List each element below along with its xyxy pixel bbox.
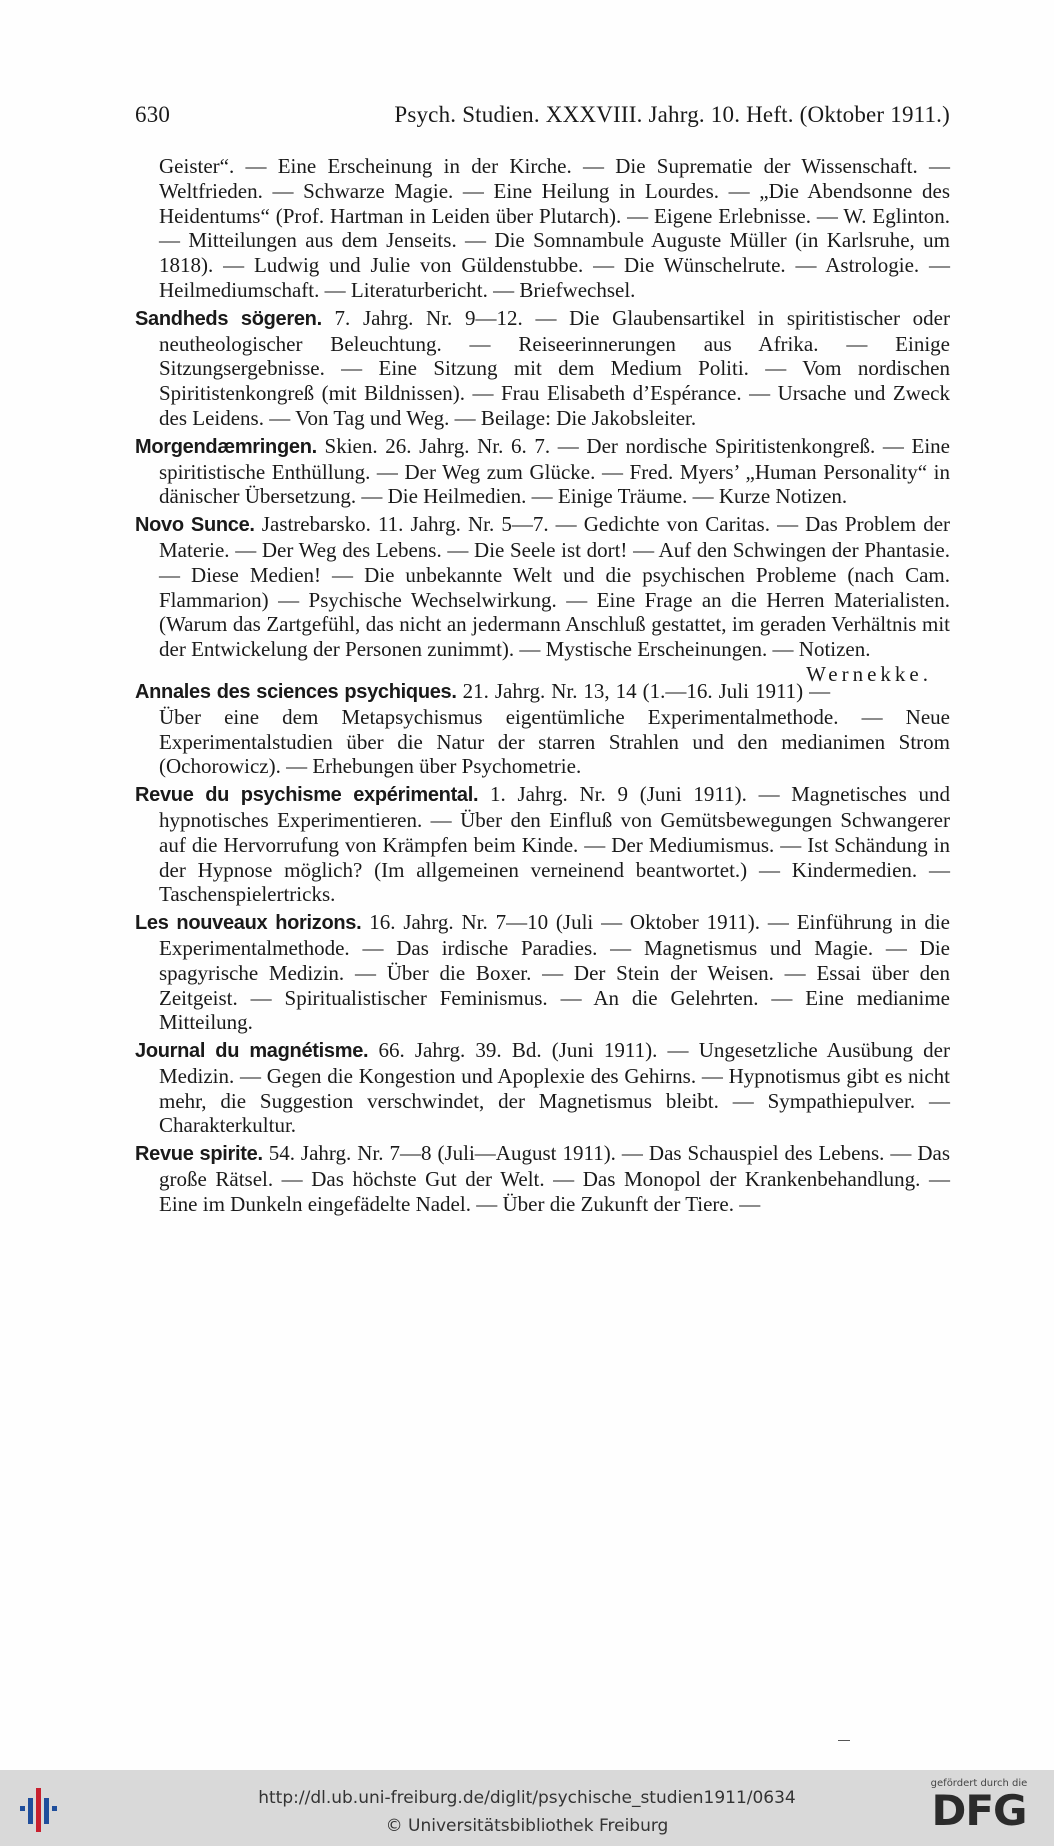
journal-title: Revue spirite. (135, 1143, 263, 1166)
dfg-logo (914, 1778, 1044, 1833)
journal-entry (135, 1141, 950, 1216)
funding-note: gefördert durch die (930, 1778, 1028, 1789)
journal-entry (135, 782, 950, 907)
journal-entry (135, 434, 950, 509)
entry-text: 7. Jahrg. Nr. 9—12. — Die Glaubensartikel in spiritistischer oder neutheologischer Beleuchtung. — Reiseerinnerungen aus Afrika. — Einige Sitzungsergebnisse. — Eine Sitzung mit dem Medium Politi. — Vom nordischen Spiritistenkongreß (mit Bildnissen). — Frau Elisabeth d’Espérance. — Ursache und Zweck des Leidens. — Von Tag und Weg. — Beilage: Die Jakobsleiter. (159, 305, 950, 430)
entry-text: 1. Jahrg. Nr. 9 (Juni 1911). — Magnetisches und hypnotisches Experimentieren. — Über den Einfluß von Gemütsbewegungen Schwangerer auf die Hervorrufung von Krämpfen beim Kinde. — Der Mediumismus. — Ist Schändung in der Hypnose möglich? (Im allgemeinen verneinend beantwortet.) — Kindermedien. — Taschenspielertricks. (159, 782, 950, 907)
journal-title: Journal du magnétisme. (135, 1040, 369, 1063)
journal-entry (135, 1038, 950, 1138)
running-header (135, 102, 950, 128)
entry-text: 54. Jahrg. Nr. 7—8 (Juli—August 1911). — Das Schauspiel des Lebens. — Das große Rätsel. — Das höchste Gut der Welt. — Das Monopol der Krankenbehandlung. — Eine im Dunkeln eingefädelte Nadel. — Über die Zukunft der Tiere. — (159, 1141, 950, 1216)
page-content (135, 154, 950, 1220)
journal-entry (135, 306, 950, 431)
journal-entry (135, 910, 950, 1035)
journal-title: Annales des sciences psychiques. (135, 680, 457, 703)
journal-title: Sandheds sögeren. (135, 307, 322, 330)
journal-entry (135, 679, 950, 779)
journal-entry (135, 512, 951, 686)
entry-text: 66. Jahrg. 39. Bd. (Juni 1911). — Ungesetzliche Ausübung der Medizin. — Gegen die Kongestion und Apoplexie des Gehirns. — Hypnotismus gibt es nicht mehr, die Suggestion verschwindet, der Magnetismus bleibt. — Sympathiepulver. — Charakterkultur. (159, 1038, 950, 1138)
journal-title: Revue du psychisme expérimental. (135, 784, 479, 807)
page-number: 630 (135, 102, 171, 127)
funder-name: DFG (931, 1786, 1027, 1835)
entry-text: Geister“. — Eine Erscheinung in der Kirche. — Die Suprematie der Wissenschaft. — Weltfrieden. — Schwarze Magie. — Eine Heilung in Lourdes. — „Die Abendsonne des Heidentums“ (Prof. Hartman in Leiden über Plutarch). — Eigene Erlebnisse. — W. Eglinton. — Mitteilungen aus dem Jenseits. — Die Somnambule Auguste Müller (in Karlsruhe, um 1818). — Ludwig und Julie von Güldenstubbe. — Die Wünschelrute. — Astrologie. — Heilmediumschaft. — Literaturbericht. — Briefwechsel. (159, 154, 950, 302)
journal-entry-continued (135, 154, 950, 303)
entry-text: Skien. 26. Jahrg. Nr. 6. 7. — Der nordische Spiritistenkongreß. — Eine spiritistische Enthüllung. — Der Weg zum Glücke. — Fred. Myers’ „Human Personality“ in dänischer Übersetzung. — Die Heilmedien. — Einige Träume. — Kurze Notizen. (159, 433, 950, 509)
entry-text: 16. Jahrg. Nr. 7—10 (Juli — Oktober 1911). — Einführung in die Experimentalmethode. — Das irdische Paradies. — Magnetismus und Magie. — Die spagyrische Medizin. — Über die Boxer. — Der Stein der Weisen. — Essai über den Zeitgeist. — Spiritualistischer Feminismus. — An die Gelehrten. — Eine medianime Mitteilung. (159, 910, 951, 1035)
journal-title: Novo Sunce. (135, 514, 255, 537)
journal-title: Morgendæmringen. (135, 435, 317, 458)
viewer-footer (0, 1770, 1054, 1846)
running-title: Psych. Studien. XXXVIII. Jahrg. 10. Heft. (Oktober 1911.) (394, 102, 950, 127)
reviewer-signature: Wernekke. (806, 661, 932, 686)
page-mark (838, 1740, 850, 1741)
entry-text: Jastrebarsko. 11. Jahrg. Nr. 5—7. — Gedichte von Caritas. — Das Problem der Materie. — Der Weg des Lebens. — Die Seele ist dort! — Auf den Schwingen der Phantasie. — Diese Medien! — Die unbekannte Welt und die psychischen Probleme (nach Cam. Flammarion) — Psychische Wechselwirkung. — Eine Frage an die Herren Materialisten. (Warum das Zartgefühl, das nicht an jedermann Anschluß gestattet, im geraden Verhältnis mit der Entwickelung der Personen zunimmt). — Mystische Erscheinungen. — Notizen. (159, 512, 951, 662)
entry-text: 21. Jahrg. Nr. 13, 14 (1.—16. Juli 1911) — Über eine dem Metapsychismus eigentümliche Experimentalmethode. — Neue Experimentalstudien über die Natur der starren Strahlen und den medianimen Strom (Ochorowicz). — Erhebungen über Psychometrie. (159, 678, 950, 779)
permalink-url[interactable]: http://dl.ub.uni-freiburg.de/diglit/psychische_studien1911/0634 (258, 1788, 796, 1808)
copyright-notice: © Universitätsbibliothek Freiburg (385, 1816, 669, 1836)
journal-title: Les nouveaux horizons. (135, 912, 362, 935)
